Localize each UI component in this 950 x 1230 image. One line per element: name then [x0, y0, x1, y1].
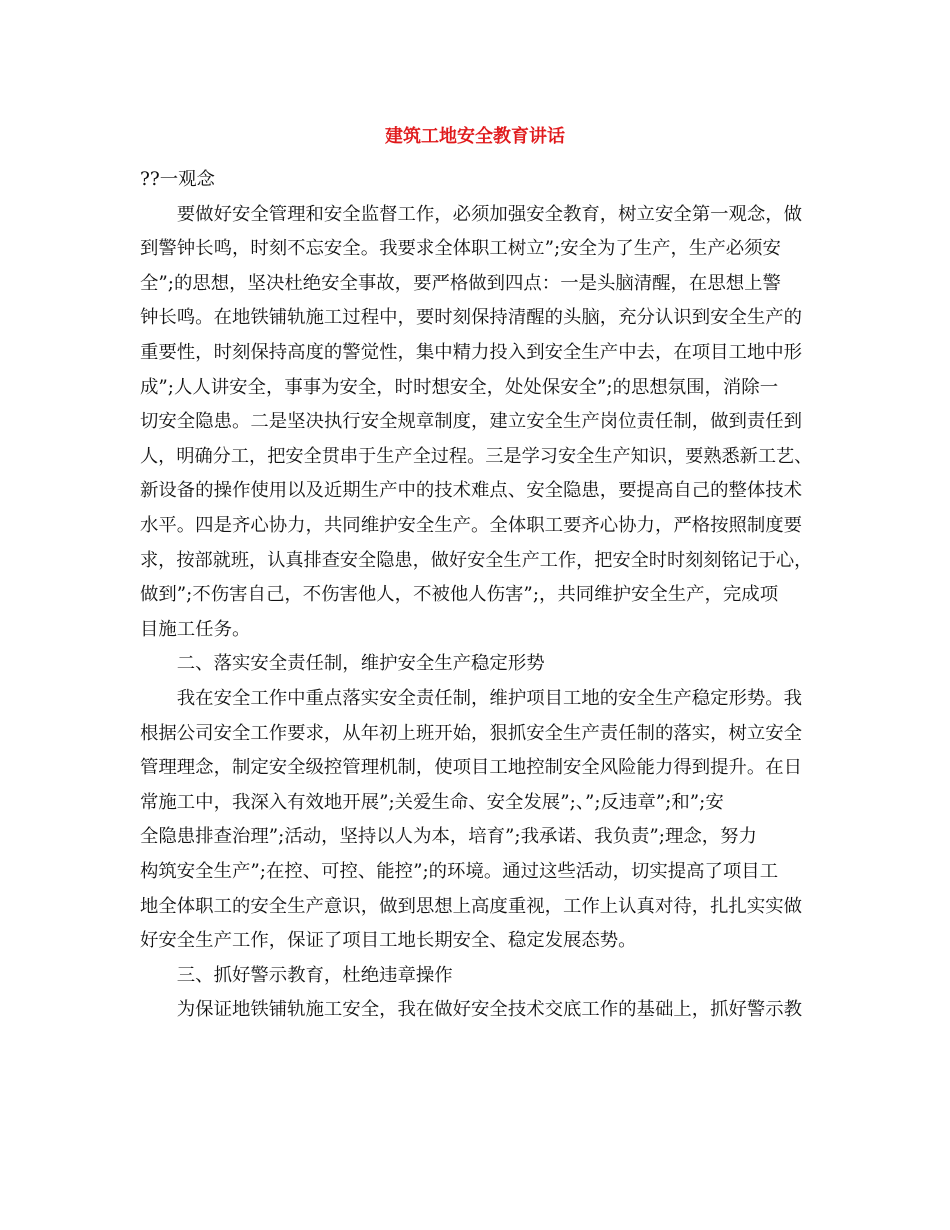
text-line: 为保证地铁铺轨施工安全，我在做好安全技术交底工作的基础上，抓好警示教: [140, 999, 803, 1021]
text-line: 重要性，时刻保持高度的警觉性，集中精力投入到安全生产中去，在项目工地中形: [140, 342, 803, 363]
text-line: 钟长鸣。在地铁铺轨施工过程中，要时刻保持清醒的头脑，充分认识到安全生产的: [140, 307, 803, 329]
text-line: 构筑安全生产”;在控、可控、能控”;的环境。通过这些活动，切实提高了项目工: [140, 861, 779, 882]
text-line: 切安全隐患。二是坚决执行安全规章制度，建立安全生产岗位责任制，做到责任到: [140, 411, 803, 433]
text-line: 水平。四是齐心协力，共同维护安全生产。全体职工要齐心协力，严格按照制度要: [140, 515, 803, 536]
text-line: ??一观念: [140, 169, 215, 190]
text-line: 根据公司安全工作要求，从年初上班开始，狠抓安全生产责任制的落实，树立安全: [140, 722, 803, 744]
text-line: 常施工中，我深入有效地开展”;关爱生命、安全发展”;、”;反违章”;和”;安: [140, 791, 724, 813]
text-line: 管理理念，制定安全级控管理机制，使项目工地控制安全风险能力得到提升。在日: [140, 757, 803, 779]
text-line: 到警钟长鸣，时刻不忘安全。我要求全体职工树立”;安全为了生产，生产必须安: [140, 238, 781, 260]
text-line: 求，按部就班，认真排查安全隐患，做好安全生产工作，把安全时时刻刻铭记于心，: [140, 549, 813, 571]
text-line: 全隐患排查治理”;活动，坚持以人为本，培育”;我承诺、我负责”;理念，努力: [140, 826, 757, 848]
text-line: 人，明确分工，把安全贯串于生产全过程。三是学习安全生产知识，要熟悉新工艺、: [140, 445, 813, 467]
text-line: 二、落实安全责任制，维护安全生产稳定形势: [140, 653, 545, 675]
text-line: 新设备的操作使用以及近期生产中的技术难点、安全隐患，要提高自己的整体技术: [140, 480, 803, 502]
text-line: 地全体职工的安全生产意识，做到思想上高度重视，工作上认真对待，扎扎实实做: [140, 895, 803, 917]
text-line: 做到”;不伤害自己，不伤害他人，不被他人伤害”;，共同维护安全生产，完成项: [140, 584, 779, 606]
text-line: 目施工任务。: [140, 618, 251, 640]
text-line: 全”;的思想，坚决杜绝安全事故，要严格做到四点：一是头脑清醒，在思想上警: [140, 272, 781, 294]
text-line: 我在安全工作中重点落实安全责任制，维护项目工地的安全生产稳定形势。我: [140, 688, 803, 709]
text-line: 好安全生产工作，保证了项目工地长期安全、稳定发展态势。: [140, 930, 637, 952]
document-title: 建筑工地安全教育讲话: [385, 126, 565, 147]
text-line: 要做好安全管理和安全监督工作，必须加强安全教育，树立安全第一观念，做: [140, 203, 803, 225]
text-line: 成”;人人讲安全，事事为安全，时时想安全，处处保安全”;的思想氛围，消除一: [140, 376, 779, 398]
text-line: 三、抓好警示教育，杜绝违章操作: [140, 964, 453, 986]
